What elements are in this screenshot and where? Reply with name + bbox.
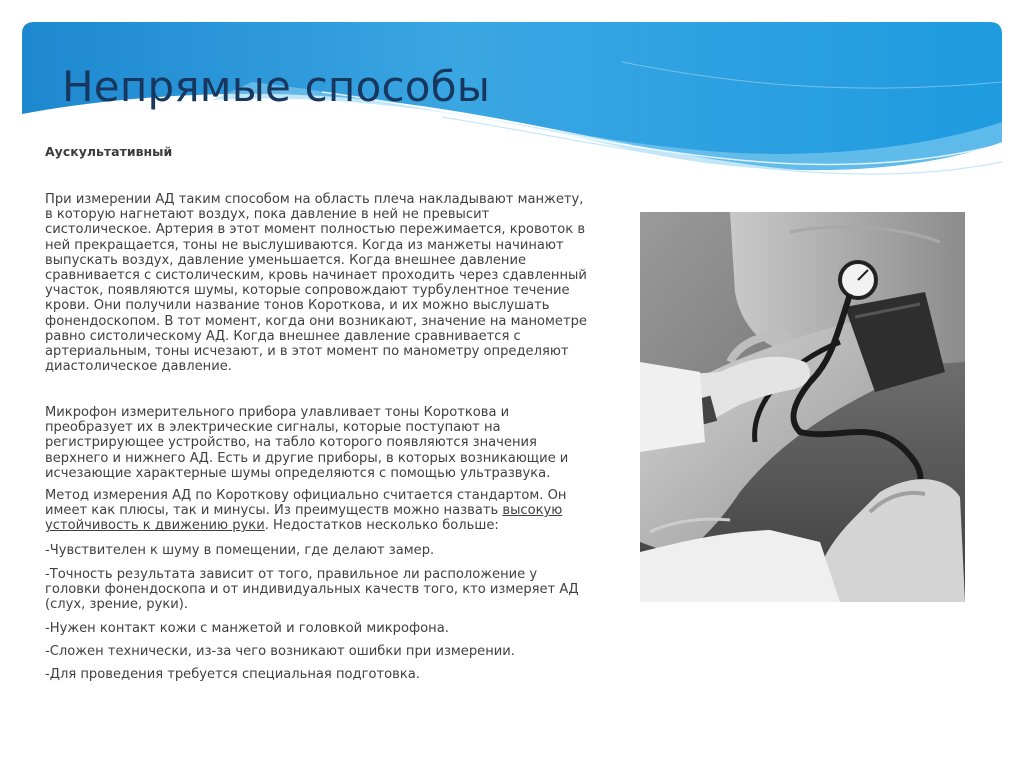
list-item-complexity: -Сложен технически, из-за чего возникают ошибки при измерении.	[45, 644, 515, 659]
list-item-accuracy: -Точность результата зависит от того, правильное ли расположение у головки фонендоскопа и от индивидуальных качеств того, кто измеряет АД (слух, зрение, руки).	[45, 567, 579, 613]
paragraph-method-description: При измерении АД таким способом на область плеча накладывают манжету, в которую нагнетают воздух, пока давление в ней не превысит систолическое. Артерия в этот момент полностью пережимается, кровоток в ней прекращается, тоны не выслушиваются. Когда из манжеты начинают выпускать воздух, давление уменьшается. Когда внешнее давление сравнивается с систолическим, кровь начинает проходить через сдавленный участок, появляются шумы, которые сопровождают турбулентное течение крови. Они получили название тонов Короткова, и их можно выслушать фонендоскопом. В тот момент, когда они возникают, значение на манометре равно систолическому АД. Когда внешнее давление сравнивается с артериальным, тоны исчезают, и в этот момент по манометру определяют диастолическое давление.	[45, 192, 587, 375]
underlined-advantage: высокую устойчивость к движению руки	[45, 503, 563, 534]
slide-title: Непрямые способы	[62, 62, 491, 111]
blood-pressure-measurement-photo	[640, 212, 965, 602]
paragraph-text-end: . Недостатков несколько больше:	[264, 518, 499, 534]
section-subtitle: Аускультативный	[45, 144, 173, 159]
paragraph-text: Метод измерения АД по Короткову официально считается стандартом. Он имеет как плюсы, так и минусы. Из преимуществ можно назвать	[45, 488, 567, 519]
list-item-contact: -Нужен контакт кожи с манжетой и головкой микрофона.	[45, 621, 449, 636]
list-item-training: -Для проведения требуется специальная подготовка.	[45, 667, 420, 682]
paragraph-microphone-device: Микрофон измерительного прибора улавливает тоны Короткова и преобразует их в электрические сигналы, которые поступают на регистрирующее устройство, на табло которого появляются значения верхнего и нижнего АД. Есть и другие приборы, в которых возникающие и исчезающие характерные шумы определяются с помощью ультразвука.	[45, 405, 569, 481]
list-item-noise: -Чувствителен к шуму в помещении, где делают замер.	[45, 543, 435, 558]
paragraph-korotkov-standard	[45, 488, 590, 534]
